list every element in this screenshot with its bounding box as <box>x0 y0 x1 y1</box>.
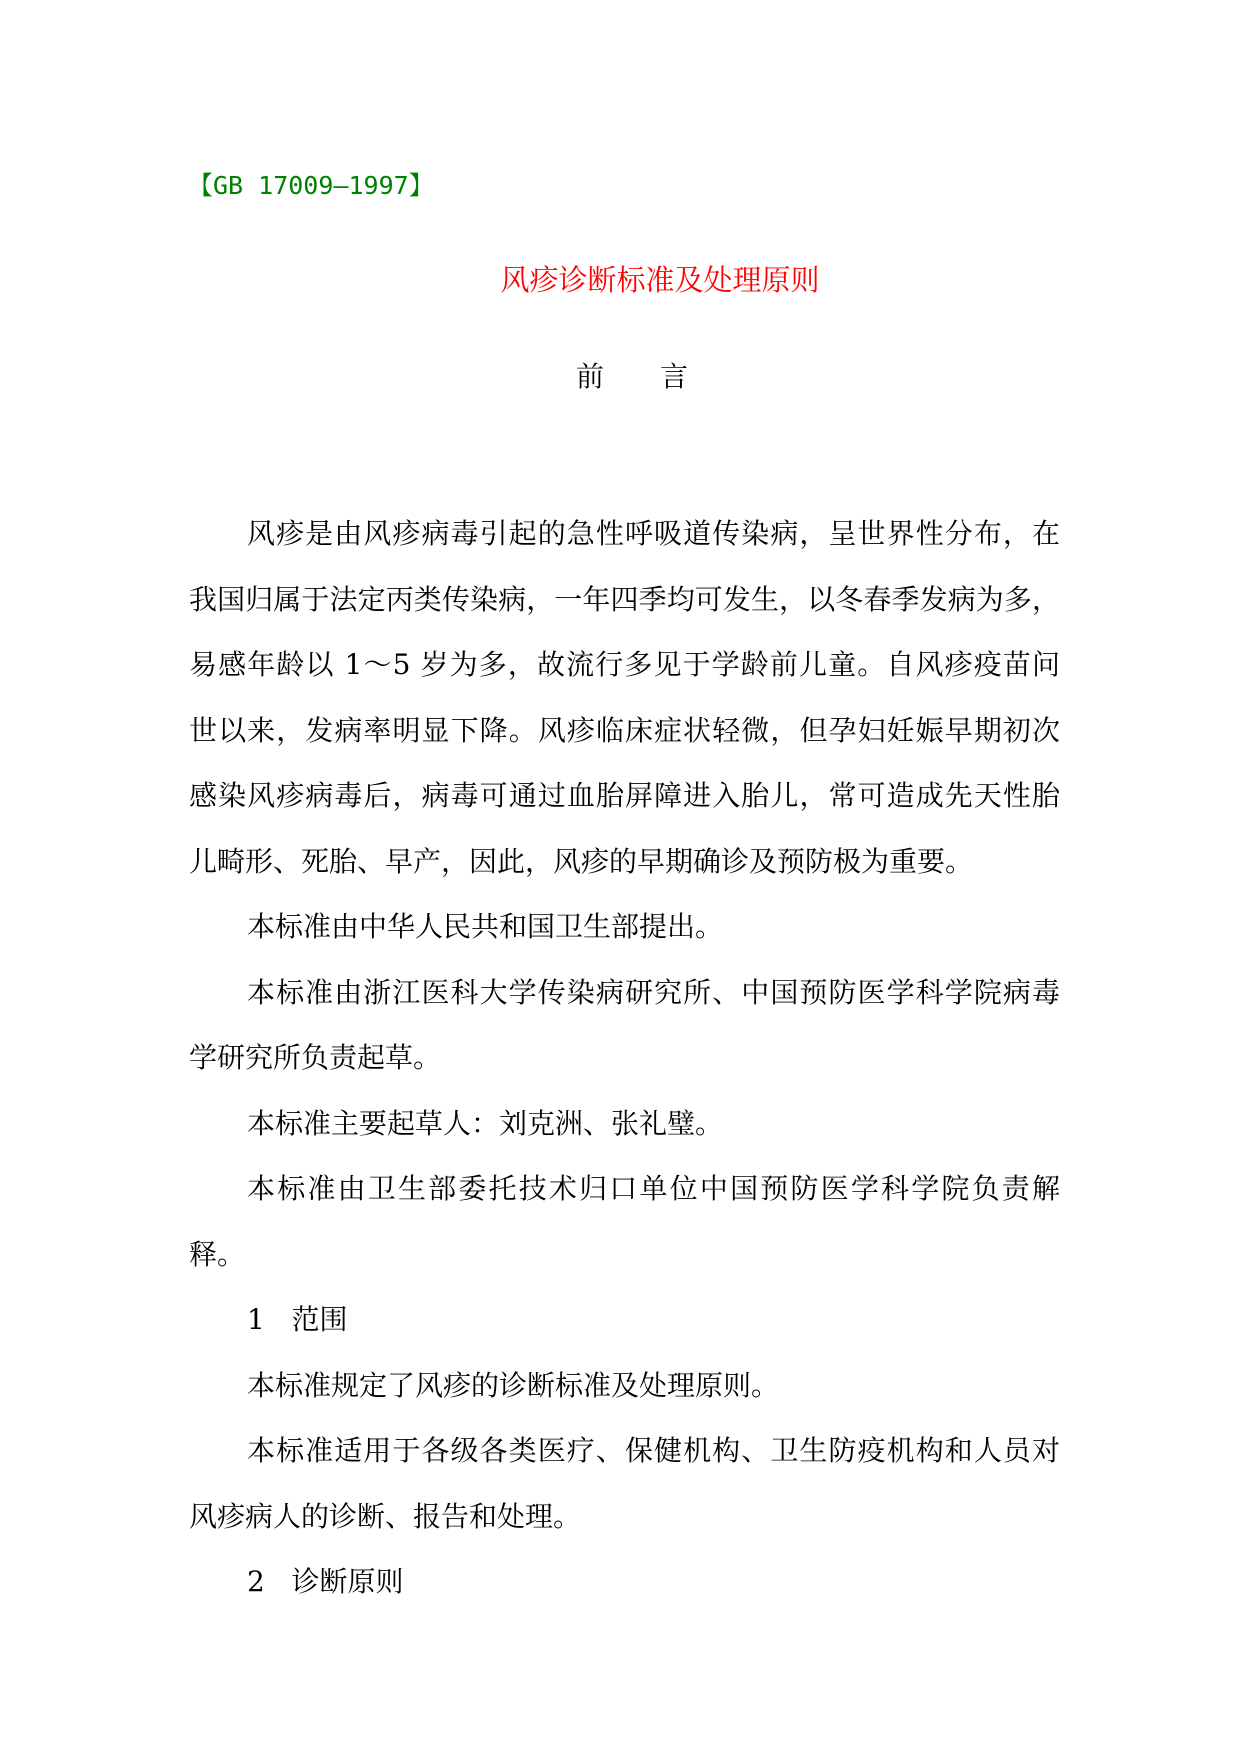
text-line: 本标准由卫生部委托技术归口单位中国预防医学科学院负责解 <box>247 1172 1060 1205</box>
text-line: 1 范围 <box>247 1303 348 1336</box>
standard-code: 【GB 17009—1997】 <box>188 171 434 200</box>
text-line: 释。 <box>189 1237 246 1271</box>
text-line: 本标准由浙江医科大学传染病研究所、中国预防医学科学院病毒 <box>247 975 1060 1009</box>
text-line: 2 诊断原则 <box>247 1565 404 1598</box>
text-line: 儿畸形、死胎、早产，因此，风疹的早期确诊及预防极为重要。 <box>189 844 974 878</box>
preface-heading: 前言 <box>575 360 744 393</box>
text-line: 学研究所负责起草。 <box>189 1041 442 1074</box>
text-line: 世以来，发病率明显下降。风疹临床症状轻微，但孕妇妊娠早期初次 <box>189 713 1060 747</box>
text-line: 本标准规定了风疹的诊断标准及处理原则。 <box>247 1368 780 1402</box>
text-line: 本标准适用于各级各类医疗、保健机构、卫生防疫机构和人员对 <box>247 1434 1060 1467</box>
text-line: 感染风疹病毒后，病毒可通过血胎屏障进入胎儿，常可造成先天性胎 <box>189 779 1060 812</box>
text-line: 我国归属于法定丙类传染病，一年四季均可发生，以冬春季发病为多， <box>189 582 1060 616</box>
text-line: 易感年龄以 1～5 岁为多，故流行多见于学龄前儿童。自风疹疫苗问 <box>189 648 1060 681</box>
document-title: 风疹诊断标准及处理原则 <box>500 263 820 297</box>
text-line: 风疹病人的诊断、报告和处理。 <box>189 1499 582 1533</box>
text-line: 本标准由中华人民共和国卫生部提出。 <box>247 910 724 943</box>
text-line: 风疹是由风疹病毒引起的急性呼吸道传染病，呈世界性分布，在 <box>247 517 1060 550</box>
text-line: 本标准主要起草人：刘克洲、张礼璧。 <box>247 1106 724 1140</box>
